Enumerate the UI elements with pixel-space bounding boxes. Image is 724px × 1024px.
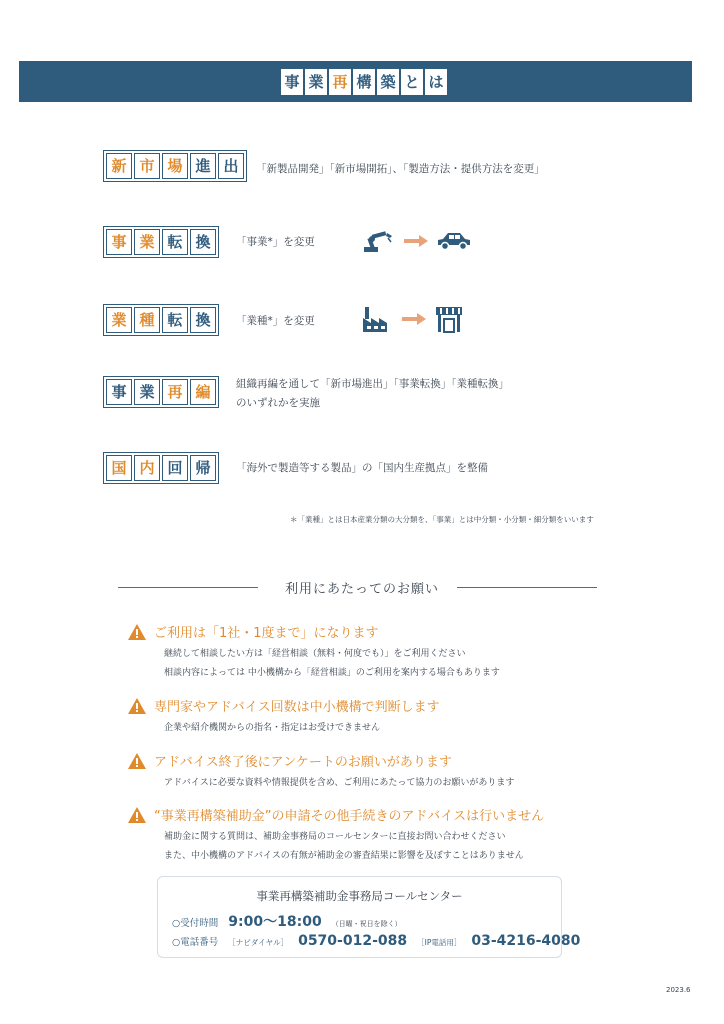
hours-value: 9:00～18:00 bbox=[228, 914, 322, 930]
title-char: 事 bbox=[281, 69, 303, 95]
category-description: 組織再編を通して「新市場進出」「事業転換」「業種転換」 bbox=[236, 378, 509, 390]
category-char: 再 bbox=[162, 379, 188, 405]
notice-title: “事業再構築補助金”の申請その他手続きのアドバイスは行いません bbox=[154, 809, 545, 824]
category-char: 換 bbox=[190, 229, 216, 255]
category-char: 国 bbox=[106, 455, 132, 481]
notice-item bbox=[128, 622, 500, 683]
category-description: 「業種*」を変更 bbox=[236, 315, 315, 327]
notice-title: ご利用は「1社・1度まで」になります bbox=[154, 626, 379, 641]
notice-body bbox=[164, 645, 500, 683]
navi-dial-number[interactable]: 0570-012-088 bbox=[298, 933, 408, 949]
notice-item bbox=[128, 805, 544, 866]
issue-date: 2023.6 bbox=[666, 986, 691, 994]
category-description: のいずれかを実施 bbox=[236, 397, 320, 409]
ip-phone-number[interactable]: 03-4216-4080 bbox=[471, 933, 581, 949]
category-char: 業 bbox=[134, 229, 160, 255]
category-label bbox=[103, 452, 219, 484]
call-center-box bbox=[157, 876, 581, 958]
notice-body bbox=[164, 774, 514, 793]
notice-line: アドバイスに必要な資料や情報提供を含め、ご利用にあたって協力のお願いがあります bbox=[164, 778, 515, 788]
notice-line: 補助金に関する質問は、補助金事務局のコールセンターに直接お問い合わせください bbox=[164, 832, 506, 842]
call-center-title: 事業再構築補助金事務局コールセンター bbox=[256, 889, 463, 903]
category-char: 転 bbox=[162, 307, 188, 333]
category-label bbox=[103, 226, 219, 258]
category-char: 転 bbox=[162, 229, 188, 255]
notice-body bbox=[164, 828, 544, 866]
notice-title: 専門家やアドバイス回数は中小機構で判断します bbox=[154, 700, 440, 715]
title-char: 業 bbox=[305, 69, 327, 95]
category-domestic-return bbox=[103, 452, 219, 484]
footnote: ＊「業種」とは日本産業分類の大分類を、「事業」とは中分類・小分類・細分類をいいます bbox=[290, 515, 594, 524]
category-char: 業 bbox=[106, 307, 132, 333]
warning-icon bbox=[128, 624, 146, 640]
warning-icon bbox=[128, 807, 146, 823]
category-illustration bbox=[362, 305, 464, 333]
ip-phone-prefix: ［IP電話用］ bbox=[417, 938, 462, 947]
robot-arm-icon bbox=[362, 229, 396, 253]
title-char: 築 bbox=[377, 69, 399, 95]
category-char: 場 bbox=[162, 153, 188, 179]
storefront-icon bbox=[434, 305, 464, 333]
arrow-right-icon bbox=[404, 235, 428, 247]
title-char-accent: 再 bbox=[329, 69, 351, 95]
category-char: 編 bbox=[190, 379, 216, 405]
title-char: は bbox=[425, 69, 447, 95]
notice-line: また、中小機構のアドバイスの有無が補助金の審査結果に影響を及ぼすことはありません bbox=[164, 851, 524, 861]
category-char: 内 bbox=[134, 455, 160, 481]
category-char: 出 bbox=[218, 153, 244, 179]
notice-title: アドバイス終了後にアンケートのお願いがあります bbox=[154, 755, 452, 770]
category-description: 「新製品開発」「新市場開拓」、「製造方法・提供方法を変更」 bbox=[256, 163, 545, 175]
section-title: 利用にあたってのお願い bbox=[284, 582, 439, 597]
divider-right bbox=[457, 587, 597, 588]
category-char: 種 bbox=[134, 307, 160, 333]
category-char: 事 bbox=[106, 379, 132, 405]
category-description: 「事業*」を変更 bbox=[236, 236, 315, 248]
category-char: 市 bbox=[134, 153, 160, 179]
phone-label: ○電話番号 bbox=[172, 937, 219, 948]
header-banner bbox=[19, 61, 692, 102]
category-description: 「海外で製造等する製品」の「国内生産拠点」を整備 bbox=[236, 462, 488, 474]
factory-icon bbox=[362, 305, 394, 333]
title-char: 構 bbox=[353, 69, 375, 95]
warning-icon bbox=[128, 698, 146, 714]
notice-line: 継続して相談したい方は「経営相談（無料・何度でも）」をご利用ください bbox=[164, 649, 466, 659]
car-icon bbox=[436, 231, 472, 251]
category-industry-conversion bbox=[103, 304, 219, 336]
category-char: 新 bbox=[106, 153, 132, 179]
notice-line: 企業や紹介機関からの指名・指定はお受けできません bbox=[164, 723, 381, 733]
hours-note: （日曜・祝日を除く） bbox=[331, 920, 402, 928]
navi-dial-prefix: ［ナビダイヤル］ bbox=[228, 938, 289, 947]
category-char: 換 bbox=[190, 307, 216, 333]
category-label bbox=[103, 304, 219, 336]
category-char: 事 bbox=[106, 229, 132, 255]
hours-row bbox=[172, 911, 402, 931]
notice-item bbox=[128, 696, 440, 738]
hours-label: ○受付時間 bbox=[172, 918, 219, 929]
notice-line: 相談内容によっては 中小機構から「経営相談」のご利用を案内する場合もあります bbox=[164, 668, 500, 678]
category-business-reorganization bbox=[103, 376, 219, 408]
category-char: 回 bbox=[162, 455, 188, 481]
page-title bbox=[281, 69, 447, 95]
warning-icon bbox=[128, 753, 146, 769]
category-label bbox=[103, 376, 219, 408]
title-char: と bbox=[401, 69, 423, 95]
category-new-market bbox=[103, 150, 247, 182]
divider-left bbox=[118, 587, 258, 588]
phone-row bbox=[172, 933, 580, 949]
notice-body bbox=[164, 719, 440, 738]
arrow-right-icon bbox=[402, 313, 426, 325]
category-char: 業 bbox=[134, 379, 160, 405]
category-label bbox=[103, 150, 247, 182]
notice-item bbox=[128, 751, 514, 793]
category-illustration bbox=[362, 229, 472, 253]
category-char: 進 bbox=[190, 153, 216, 179]
category-business-conversion bbox=[103, 226, 219, 258]
category-char: 帰 bbox=[190, 455, 216, 481]
